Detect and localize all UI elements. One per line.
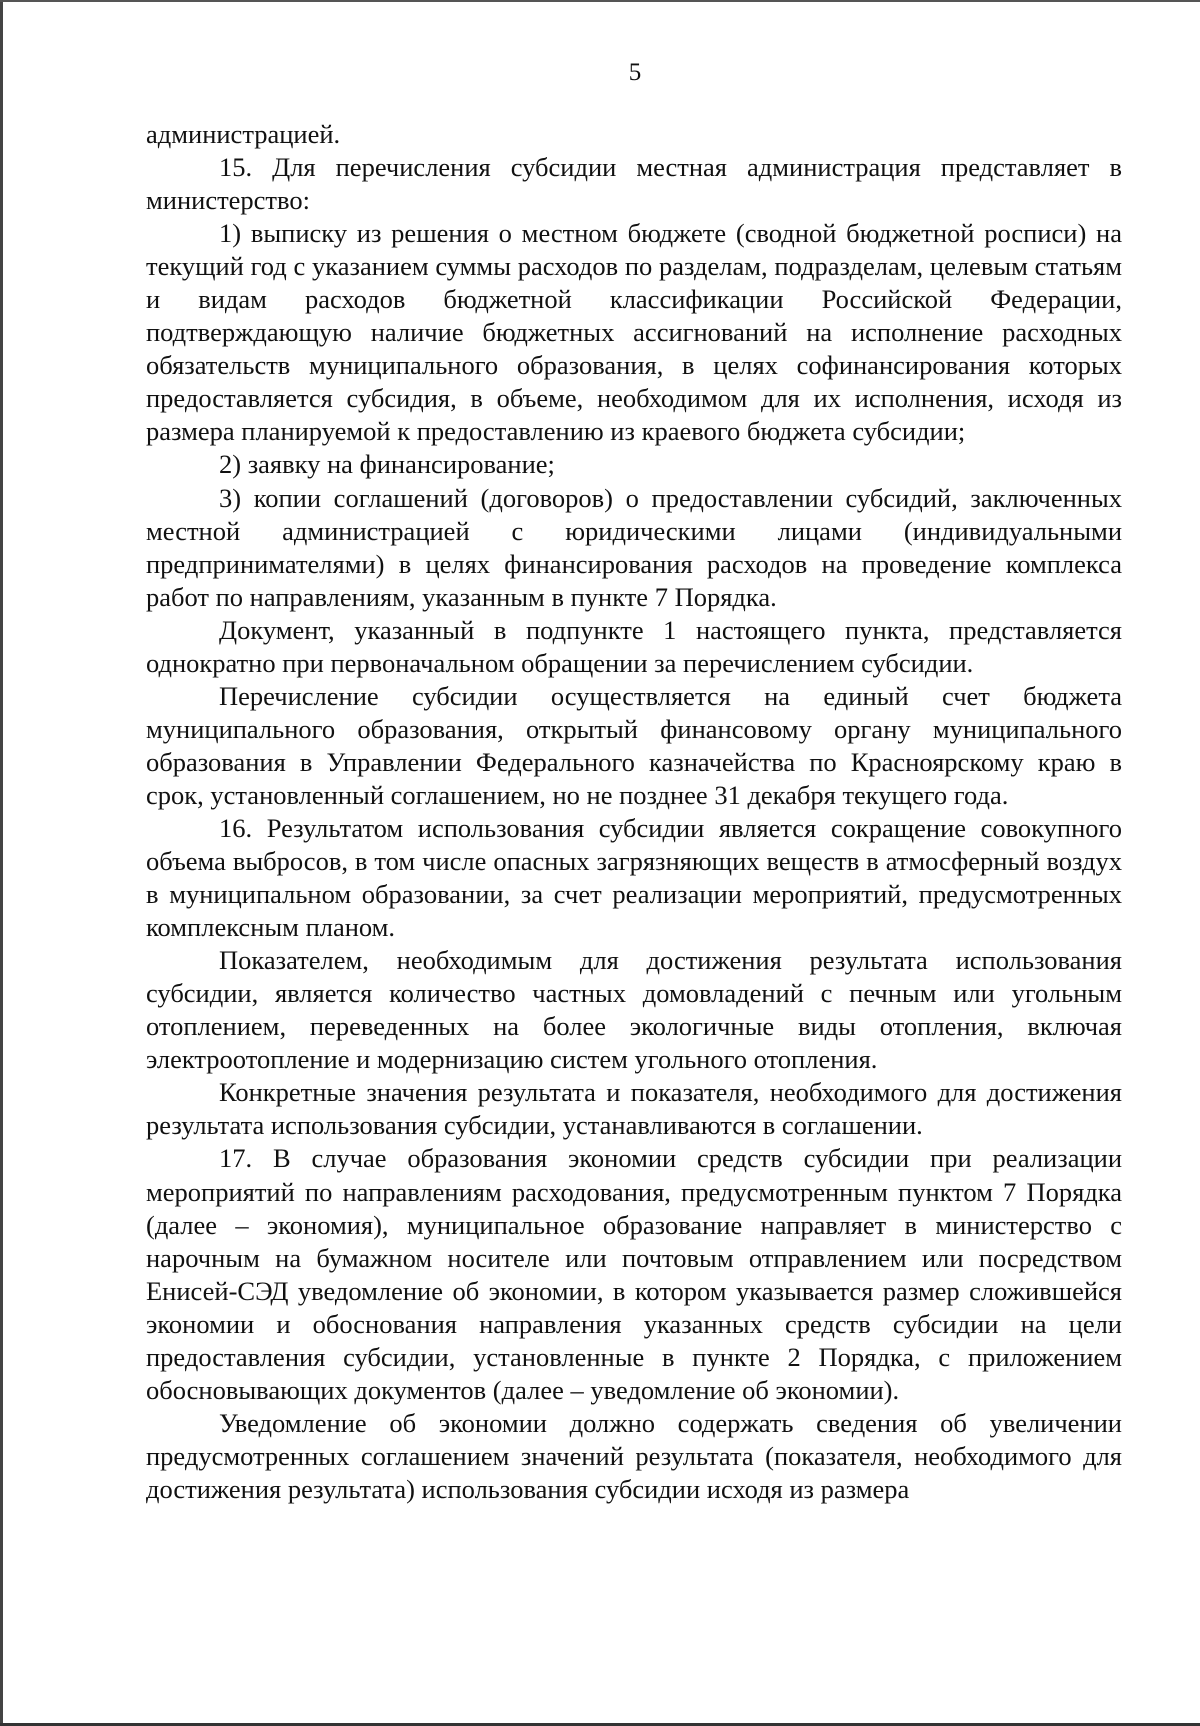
paragraph: 16. Результатом использования субсидии является сокращение совокупного объема выбросов, в том числе опасных загрязняющих веществ в атмосферный воздух в муниципальном образовании, за счет реализации мероприятий, предусмотренных комплексным планом. bbox=[146, 812, 1122, 943]
paragraph: 15. Для перечисления субсидии местная администрация представляет в министерство: bbox=[146, 152, 1122, 216]
scan-top-edge bbox=[0, 0, 1200, 2]
paragraph: 1) выписку из решения о местном бюджете (сводной бюджетной росписи) на текущий год с указанием суммы расходов по разделам, подразделам, целевым статьям и видам расходов бюджетной классификации Российской Федерации, подтверждающую наличие бюджетных ассигнований на исполнение расходных обязательств муниципального образования, в целях софинансирования которых предоставляется субсидия, в объеме, необходимом для их исполнения, исходя из размера планируемой к предоставлению из краевого бюджета субсидии; bbox=[146, 218, 1122, 447]
document-body bbox=[146, 118, 1122, 1506]
scan-left-edge bbox=[0, 0, 3, 1726]
paragraph: 3) копии соглашений (договоров) о предоставлении субсидий, заключенных местной администрацией с юридическими лицами (индивидуальными предпринимателями) в целях финансирования расходов на проведение комплекса работ по направлениям, указанным в пункте 7 Порядка. bbox=[146, 482, 1122, 612]
page-number: 5 bbox=[628, 59, 642, 86]
paragraph: 17. В случае образования экономии средств субсидии при реализации мероприятий по направлениям расходования, предусмотренным пунктом 7 Порядка (далее – экономия), муниципальное образование направляет в министерство с нарочным на бумажном носителе или почтовым отправлением или посредством Енисей-СЭД уведомление об экономии, в котором указывается размер сложившейся экономии и обоснования направления указанных средств субсидии на цели предоставления субсидии, установленные в пункте 2 Порядка, с приложением обосновывающих документов (далее – уведомление об экономии). bbox=[146, 1143, 1122, 1405]
paragraph: Перечисление субсидии осуществляется на единый счет бюджета муниципального образования, открытый финансовому органу муниципального образования в Управлении Федерального казначейства по Красноярскому краю в срок, установленный соглашением, но не позднее 31 декабря текущего года. bbox=[146, 680, 1122, 810]
paragraph: Документ, указанный в подпункте 1 настоящего пункта, представляется однократно при первоначальном обращении за перечислением субсидии. bbox=[146, 614, 1122, 678]
paragraph: Уведомление об экономии должно содержать сведения об увеличении предусмотренных соглашением значений результата (показателя, необходимого для достижения результата) использования субсидии исходя из размера bbox=[146, 1407, 1122, 1504]
paragraph: Показателем, необходимым для достижения результата использования субсидии, является количество частных домовладений с печным или угольным отоплением, переведенных на более экологичные виды отопления, включая электроотопление и модернизацию систем угольного отопления. bbox=[146, 945, 1122, 1075]
paragraph: Конкретные значения результата и показателя, необходимого для достижения результата использования субсидии, устанавливаются в соглашении. bbox=[146, 1077, 1122, 1141]
paragraph: администрацией. bbox=[146, 119, 341, 149]
paragraph: 2) заявку на финансирование; bbox=[219, 449, 555, 480]
